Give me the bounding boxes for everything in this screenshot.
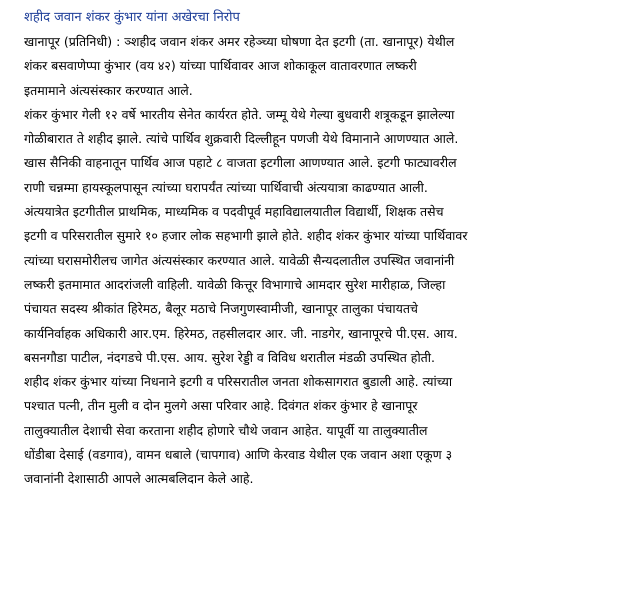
- text-line: लष्करी इतमामात आदरांजली वाहिली. यावेळी कित्तूर विभागाचे आमदार सुरेश मारीहाळ, जिल्हा: [24, 276, 446, 292]
- text-line: त्यांच्या घरासमोरीलच जागेत अंत्यसंस्कार करण्यात आले. यावेळी सैन्यदलातील उपस्थित जवानांनी: [24, 252, 455, 268]
- text-line: शहीद शंकर कुंभार यांच्या निधनाने इटगी व परिसरातील जनता शोकसागरात बुडाली आहे. त्यांच्या: [24, 374, 453, 390]
- article-headline: शहीद जवान शंकर कुंभार यांना अखेरचा निरोप: [24, 10, 240, 25]
- text-line: पंचायत सदस्य श्रीकांत हिरेमठ, बैलूर मठाचे निजगुणस्वामीजी, खानापूर तालुका पंचायतचे: [24, 301, 418, 317]
- article-paragraph-intro: [24, 30, 616, 103]
- text-line: बसनगौडा पाटील, नंदगडचे पी.एस. आय. सुरेश रेड्डी व विविध थरातील मंडळी उपस्थित होती.: [24, 349, 436, 365]
- text-line: खास सैनिकी वाहनातून पार्थिव आज पहाटे ८ वाजता इटगीला आणण्यात आले. इटगी फाट्यावरील: [24, 155, 457, 171]
- text-line: इतमामाने अंत्यसंस्कार करण्यात आले.: [24, 82, 193, 98]
- text-line: खानापूर (प्रतिनिधी) : ञ्शहीद जवान शंकर अमर रहेञ्च्या घोषणा देत इटगी (ता. खानापूर) येथील: [24, 34, 455, 49]
- text-line: इटगी व परिसरातील सुमारे १० हजार लोक सहभागी झाले होते. शहीद शंकर कुंभार यांच्या पार्थिवावर: [24, 228, 468, 244]
- text-line: जवानांनी देशासाठी आपले आत्मबलिदान केले आहे.: [24, 471, 254, 487]
- text-line: अंत्ययात्रेत इटगीतील प्राथमिक, माध्यमिक व पदवीपूर्व महाविद्यालयातील विद्यार्थी, शिक्षक तसेच: [24, 204, 444, 220]
- text-line: गोळीबारात ते शहीद झाले. त्यांचे पार्थिव शुक्रवारी दिल्लीहून पणजी येथे विमानाने आणण्यात आले.: [24, 131, 459, 147]
- text-line: धोंडीबा देसाई (वडगाव), वामन धबाले (चापगाव) आणि केरवाड येथील एक जवान अशा एकूण ३: [24, 447, 453, 463]
- news-article: [24, 8, 616, 492]
- text-line: कार्यनिर्वाहक अधिकारी आर.एम. हिरेमठ, तहसीलदार आर. जी. नाडगेर, खानापूरचे पी.एस. आय.: [24, 325, 458, 341]
- article-paragraph-body: [24, 103, 616, 492]
- text-line: पश्चात पत्नी, तीन मुली व दोन मुलगे असा परिवार आहे. दिवंगत शंकर कुंभार हे खानापूर: [24, 398, 418, 414]
- text-line: राणी चन्नम्मा हायस्कूलपासून त्यांच्या घरापर्यंत त्यांच्या पार्थिवाची अंत्ययात्रा काढण्यात आली.: [24, 179, 428, 195]
- text-line: शंकर बसवाणेप्पा कुंभार (वय ४२) यांच्या पार्थिवावर आज शोकाकूल वातावरणात लष्करी: [24, 58, 417, 74]
- text-line: तालुक्यातील देशाची सेवा करताना शहीद होणारे चौथे जवान आहेत. यापूर्वी या तालुक्यातील: [24, 422, 428, 438]
- text-line: शंकर कुंभार गेली १२ वर्षे भारतीय सेनेत कार्यरत होते. जम्मू येथे गेल्या बुधवारी शत्रूकडून झालेल्या: [24, 106, 455, 122]
